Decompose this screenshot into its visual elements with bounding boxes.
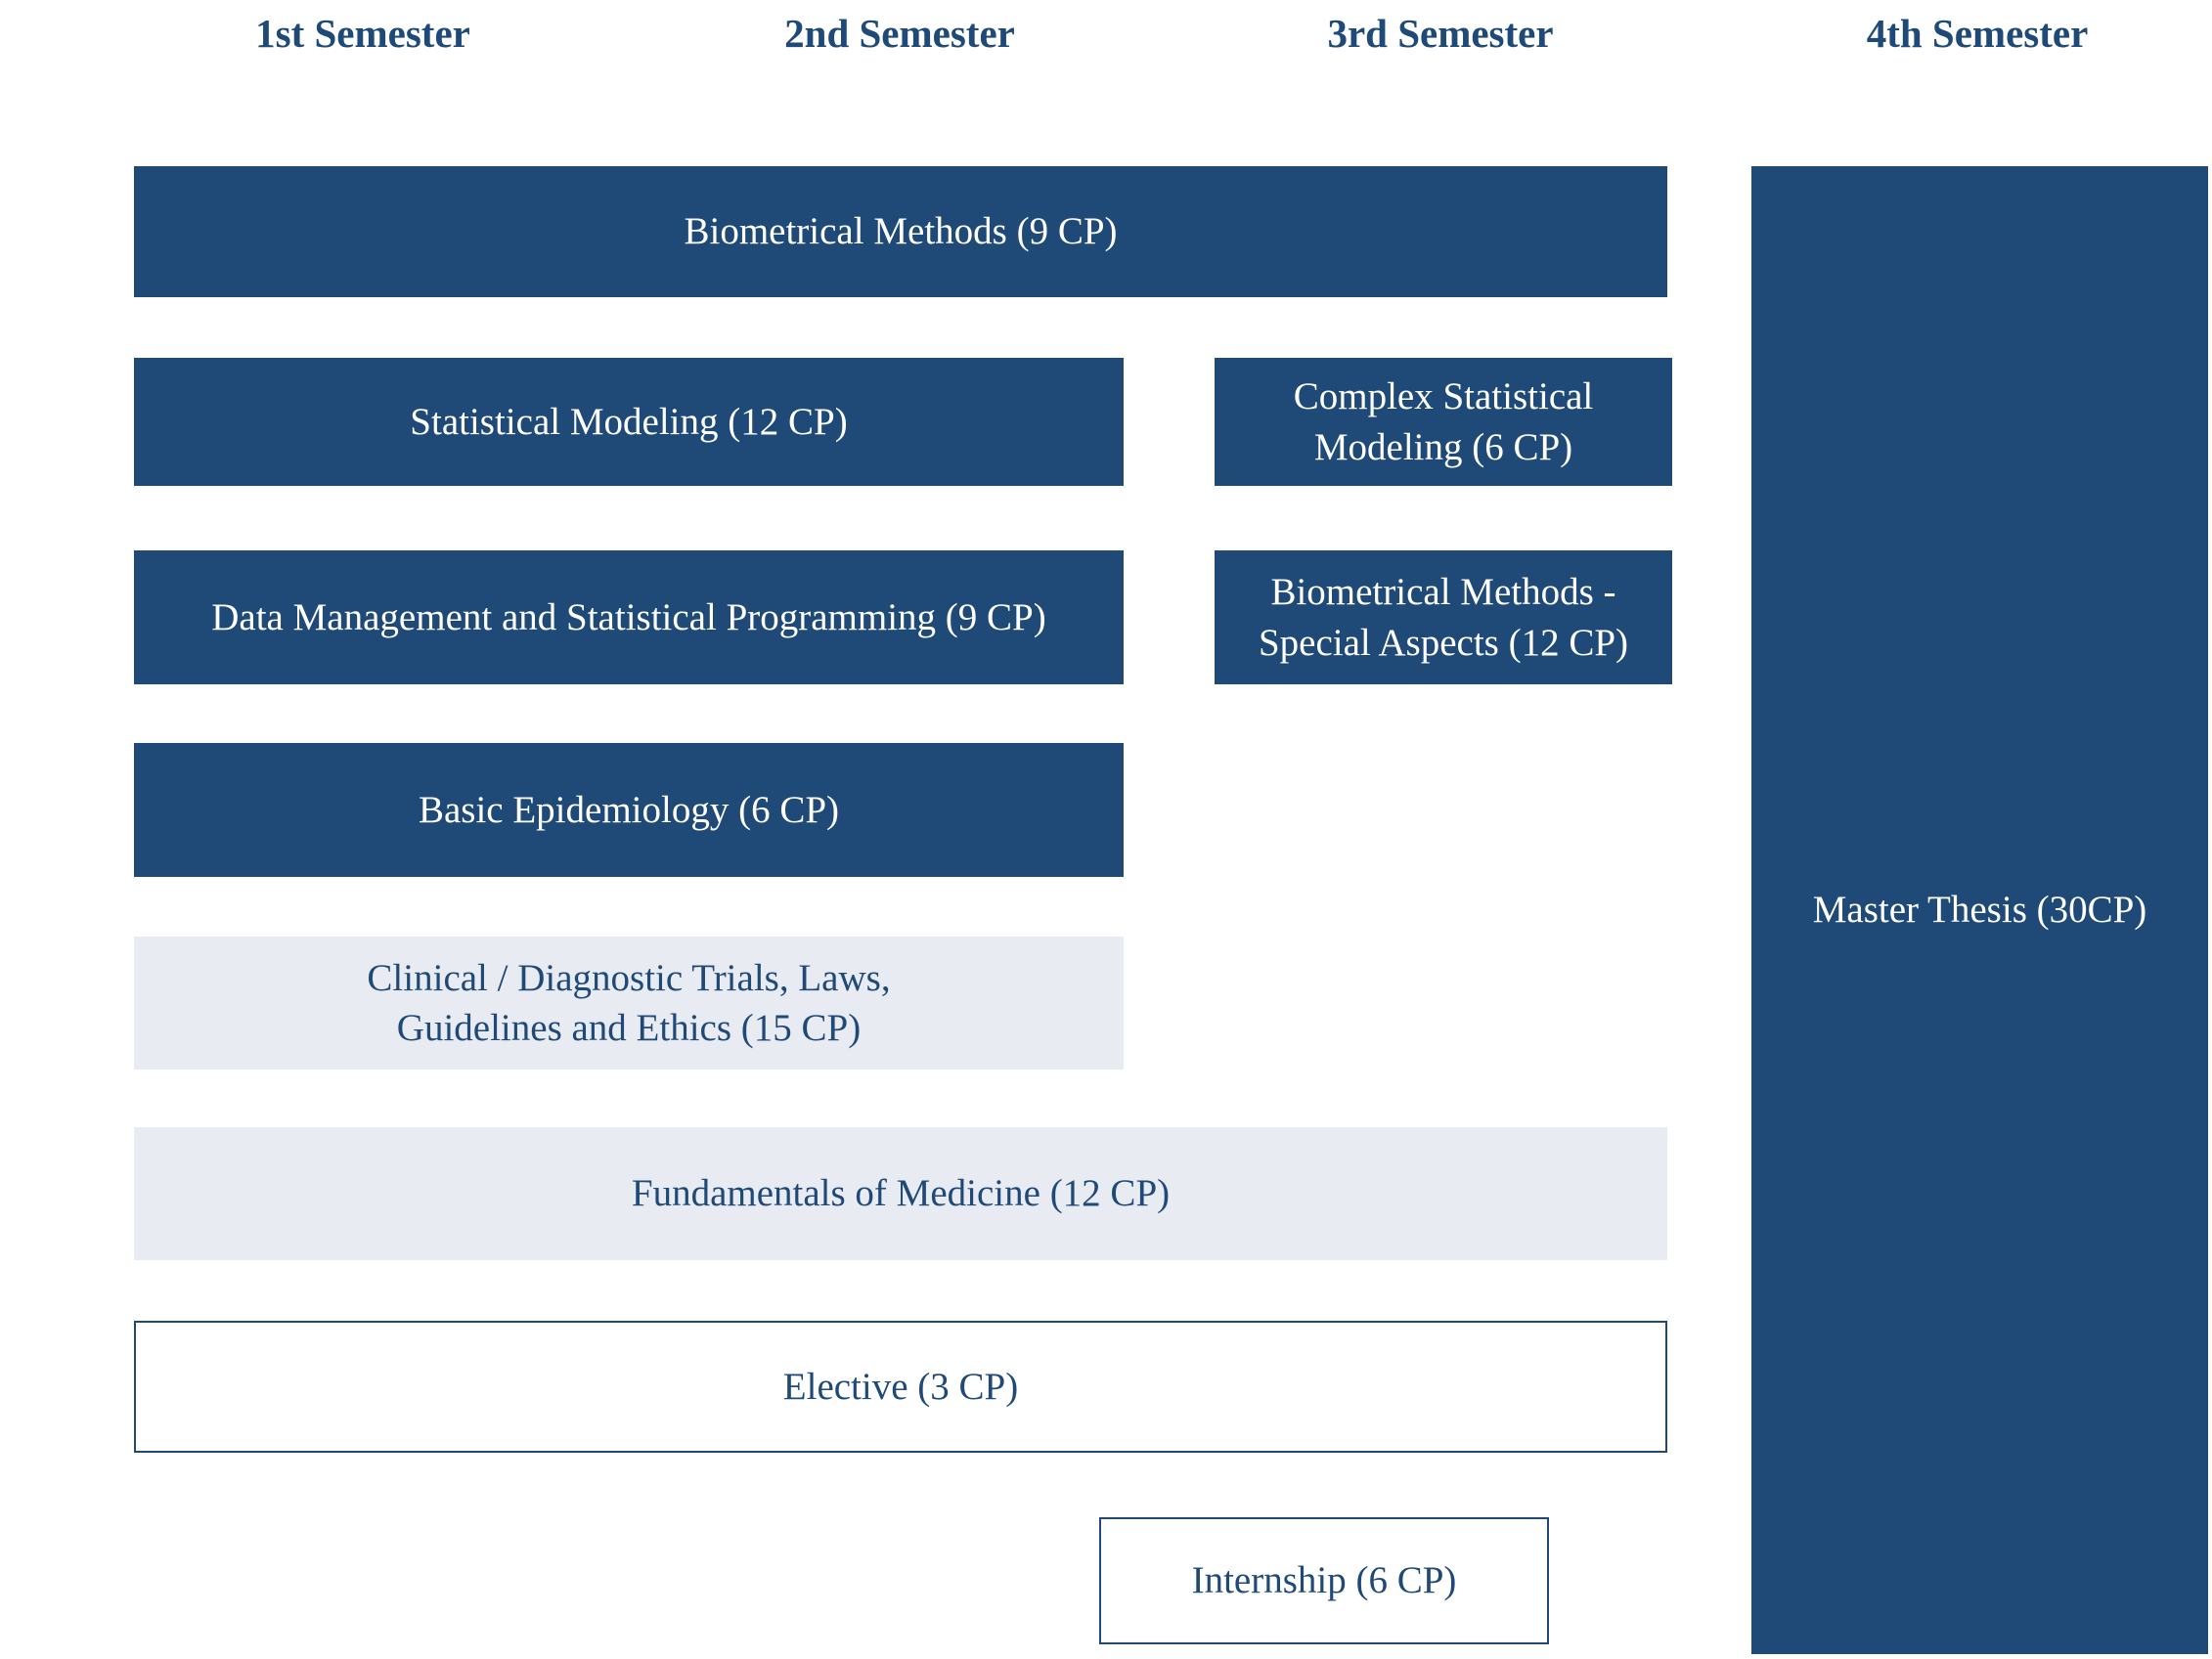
module-block-clinical-diagnostic-trials (134, 937, 1124, 1070)
module-label: Clinical / Diagnostic Trials, Laws, Guidelines and Ethics (15 CP) (367, 956, 891, 1049)
module-label: Biometrical Methods - Special Aspects (12 CP) (1258, 571, 1629, 664)
semester-4-header: 4th Semester (1866, 11, 2089, 56)
module-label: Internship (6 CP) (1191, 1559, 1457, 1602)
module-block-master-thesis (1751, 166, 2208, 1654)
module-label: Basic Epidemiology (6 CP) (418, 788, 840, 831)
semester-2-header: 2nd Semester (784, 11, 1015, 56)
module-block-data-management-statistical-programming (134, 550, 1124, 684)
module-block-elective (134, 1321, 1667, 1453)
module-block-biometrical-methods (134, 166, 1667, 297)
module-label: Fundamentals of Medicine (12 CP) (631, 1172, 1171, 1215)
module-block-statistical-modeling (134, 358, 1124, 486)
module-block-complex-statistical-modeling (1215, 358, 1672, 486)
module-label: Biometrical Methods (9 CP) (684, 210, 1118, 253)
module-label: Complex Statistical Modeling (6 CP) (1293, 375, 1594, 468)
module-block-fundamentals-of-medicine (134, 1127, 1667, 1260)
semester-1-header: 1st Semester (255, 11, 470, 56)
module-label: Master Thesis (30CP) (1812, 889, 2147, 932)
module-block-biometrical-methods-special-aspects (1215, 550, 1672, 684)
semester-3-header: 3rd Semester (1327, 11, 1554, 56)
module-label: Statistical Modeling (12 CP) (410, 400, 848, 443)
module-block-basic-epidemiology (134, 743, 1124, 877)
module-block-internship (1099, 1517, 1549, 1644)
module-label: Elective (3 CP) (782, 1365, 1019, 1408)
module-label: Data Management and Statistical Programming (9 CP) (211, 595, 1046, 638)
